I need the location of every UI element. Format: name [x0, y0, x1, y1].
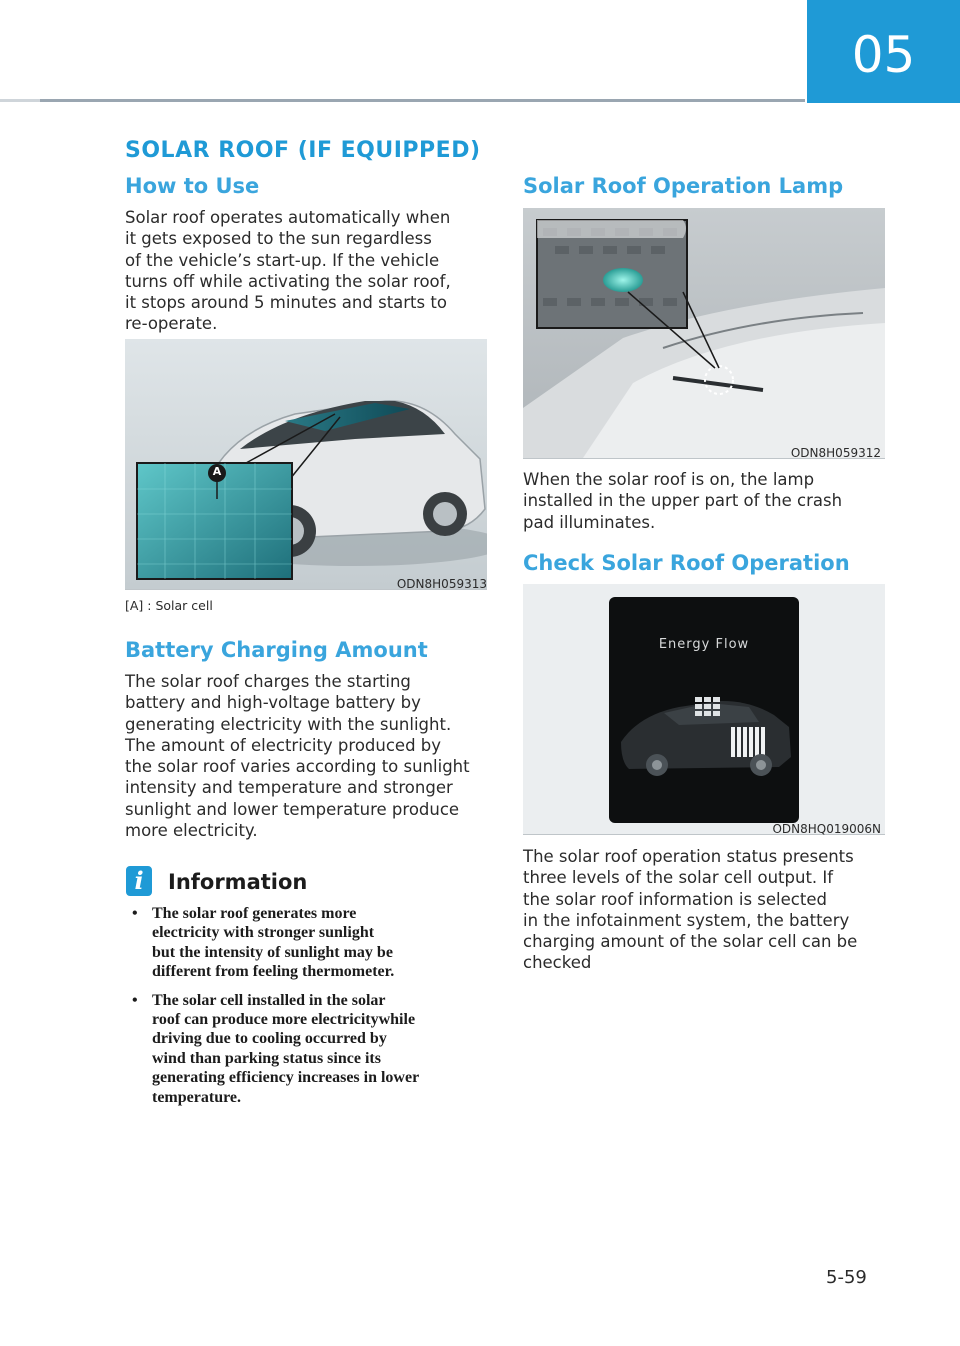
- text-line: temperature.: [152, 1088, 241, 1106]
- text-line: generating efficiency increases in lower: [152, 1069, 420, 1087]
- check-text: [523, 846, 893, 974]
- header-rule-accent: [0, 99, 40, 102]
- chapter-tab[interactable]: 05: [807, 0, 960, 103]
- figure-operation-lamp: [523, 208, 885, 458]
- text-line: Solar roof operates automatically when: [125, 208, 451, 227]
- heading-operation-lamp: Solar Roof Operation Lamp: [523, 174, 844, 198]
- text-line: • The solar roof generates more: [152, 905, 357, 922]
- text-line: installed in the upper part of the crash: [523, 491, 843, 511]
- text-line: driving due to cooling occurred by: [152, 1030, 387, 1048]
- text-line: roof can produce more electricitywhile: [152, 1011, 416, 1029]
- figure-code: ODN8H059312: [790, 446, 881, 460]
- information-icon: i: [126, 866, 152, 896]
- information-bullets: [130, 904, 490, 1116]
- dashboard-illustration: [523, 208, 885, 458]
- text-line: • The solar cell installed in the solar: [152, 991, 386, 1009]
- text-line: it gets exposed to the sun regardless: [125, 229, 432, 249]
- lamp-icon: [603, 268, 643, 292]
- text-line: When the solar roof is on, the lamp: [523, 470, 815, 489]
- battery-text: [125, 671, 495, 841]
- how-to-use-text: [125, 207, 495, 335]
- text-line: electricity with stronger sunlight: [152, 924, 375, 942]
- lamp-text: [523, 469, 893, 533]
- list-item: [130, 991, 490, 1107]
- figure-energy-flow: [523, 584, 885, 834]
- car-illustration: [125, 339, 487, 589]
- marker-a-label: A: [212, 465, 222, 478]
- page-number: 5-59: [826, 1267, 867, 1288]
- infotainment-screen: [609, 597, 799, 823]
- figure-code: ODN8H059313: [396, 577, 487, 591]
- text-line: re-operate.: [125, 314, 218, 334]
- text-line: checked: [523, 953, 592, 973]
- information-title: Information: [168, 870, 308, 894]
- text-line: intensity and temperature and stronger: [125, 778, 453, 798]
- text-line: more electricity.: [125, 821, 258, 841]
- text-line: wind than parking status since its: [152, 1049, 381, 1067]
- section-title: SOLAR ROOF (IF EQUIPPED): [125, 138, 481, 163]
- text-line: the solar roof information is selected: [523, 889, 827, 909]
- text-line: The solar roof charges the starting: [125, 672, 411, 691]
- text-line: pad illuminates.: [523, 512, 656, 532]
- text-line: three levels of the solar cell output. If: [523, 868, 834, 888]
- text-line: generating electricity with the sunlight.: [125, 714, 452, 734]
- text-line: the solar roof varies according to sunlight: [125, 757, 470, 777]
- screen-title: Energy Flow: [658, 637, 750, 652]
- text-line: The solar roof operation status presents: [523, 847, 854, 866]
- header-rule: [0, 99, 805, 102]
- figure-code: ODN8HQ019006N: [772, 822, 881, 836]
- text-line: The amount of electricity produced by: [125, 735, 442, 755]
- text-line: turns off while activating the solar roof,: [125, 271, 451, 291]
- text-line: different from feeling thermometer.: [152, 963, 395, 981]
- list-item: [130, 904, 490, 982]
- energy-flow-car-icon: [609, 597, 799, 823]
- text-line: it stops around 5 minutes and starts to: [125, 293, 447, 313]
- text-line: but the intensity of sunlight may be: [152, 943, 393, 961]
- heading-check-operation: Check Solar Roof Operation: [523, 551, 850, 575]
- heading-how-to-use: How to Use: [125, 174, 260, 198]
- figure-caption: [A] : Solar cell: [125, 598, 213, 613]
- text-line: charging amount of the solar cell can be: [523, 932, 858, 952]
- heading-battery-charging: Battery Charging Amount: [125, 638, 428, 662]
- figure-solar-roof-car: [125, 339, 487, 589]
- text-line: battery and high-voltage battery by: [125, 693, 421, 713]
- text-line: in the infotainment system, the battery: [523, 910, 850, 930]
- text-line: sunlight and lower temperature produce: [125, 799, 460, 819]
- text-line: of the vehicle’s start-up. If the vehicle: [125, 250, 440, 270]
